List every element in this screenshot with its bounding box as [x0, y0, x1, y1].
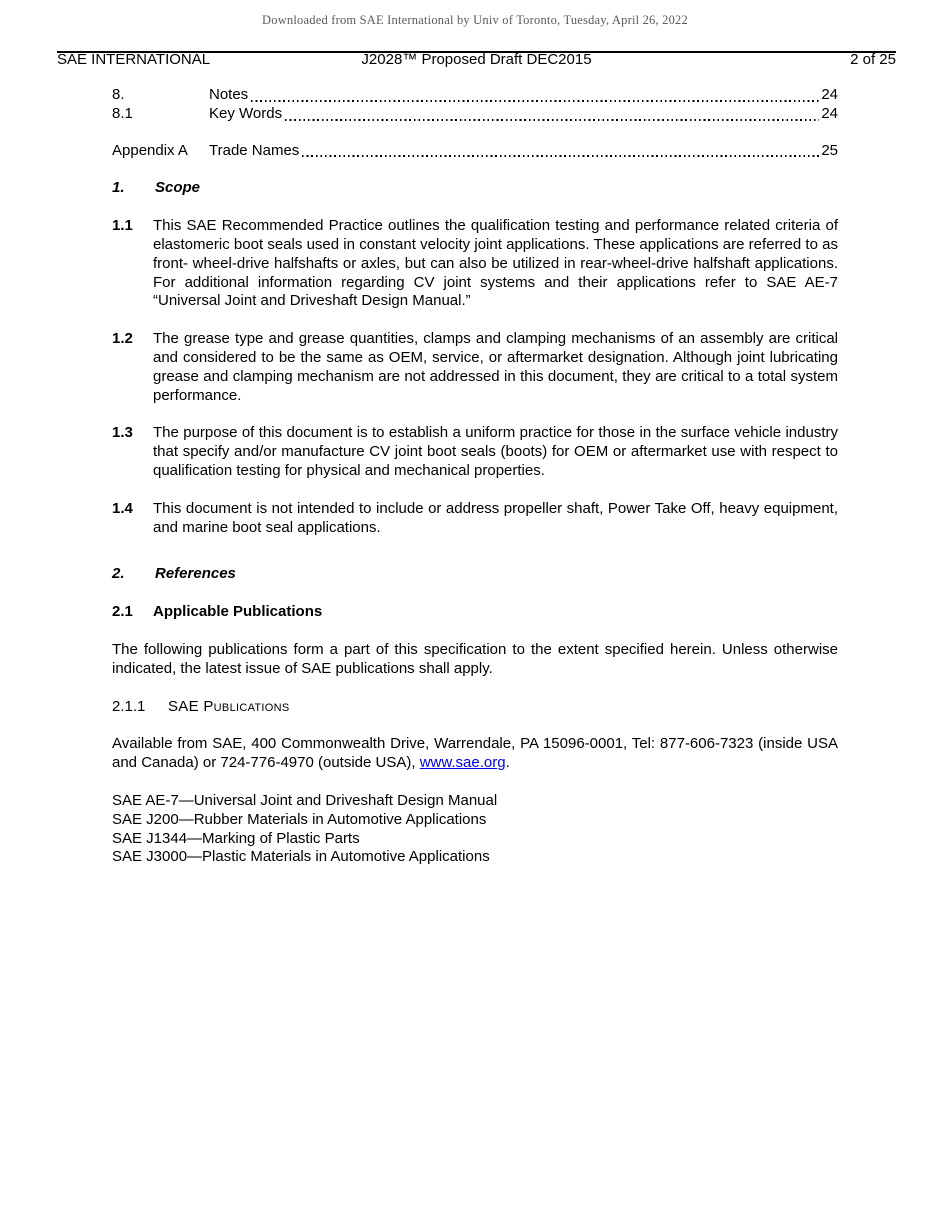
- section-title: Scope: [155, 179, 201, 197]
- toc-dot-leader: [285, 119, 819, 121]
- section-paragraph-1-4: [112, 500, 838, 538]
- toc-entry-label: Trade Names: [209, 141, 300, 159]
- toc-entry-number: 8.1: [112, 104, 133, 122]
- paragraph-number: 1.4: [112, 499, 133, 517]
- subsection-heading-sae-publications: [112, 698, 838, 717]
- sae-availability-paragraph: [112, 735, 838, 773]
- publication-item: SAE J3000—Plastic Materials in Automotive Applications: [112, 848, 490, 866]
- availability-text: Available from SAE, 400 Commonwealth Drive, Warrendale, PA 15096-0001, Tel: 877-606-7323 (inside USA and Canada) or 724-776-4970 (outside USA),: [112, 735, 838, 772]
- paragraph-text: The purpose of this document is to establish a uniform practice for those in the surface vehicle industry that specify and/or manufacture CV joint boot seals (boots) for OEM or aftermarket use with respect to qualification testing for physical and mechanical properties.: [153, 424, 838, 479]
- toc-entry-label: Notes: [209, 86, 249, 103]
- section-title: References: [155, 565, 236, 583]
- paragraph-number: 1.3: [112, 424, 133, 442]
- header-doc-title: J2028™ Proposed Draft DEC2015: [361, 51, 592, 68]
- paragraph-text: This SAE Recommended Practice outlines the qualification testing and performance related criteria of elastomeric boot seals used in constant velocity joint applications. These applications are referred to as front- wheel-drive halfshafts or axles, but can also be utilized in rear-wheel-drive halfshaft applications. For additional information regarding CV joint systems and their applications refer to SAE AE-7 “Universal Joint and Driveshaft Design Manual.”: [153, 217, 838, 310]
- toc-entry-label: Key Words: [209, 104, 283, 122]
- sae-website-link[interactable]: www.sae.org: [419, 754, 506, 772]
- toc-entry-page: 25: [821, 141, 838, 159]
- section-number: 2.: [112, 565, 125, 583]
- section-paragraph-1-3: [112, 424, 838, 480]
- header-page-indicator: 2 of 25: [850, 51, 896, 68]
- section-heading-scope: [112, 179, 838, 198]
- toc-dot-leader: [251, 100, 819, 102]
- header-org: SAE INTERNATIONAL: [57, 51, 211, 68]
- subsection-title: SAE Publications: [168, 697, 290, 715]
- publication-item: SAE J200—Rubber Materials in Automotive Applications: [112, 810, 487, 828]
- document-content: [112, 86, 838, 867]
- toc-entry-number: 8.: [112, 86, 125, 103]
- section-paragraph-1-1: [112, 217, 838, 311]
- section-heading-references: [112, 565, 838, 584]
- subsection-number: 2.1: [112, 603, 133, 621]
- sae-publications-list: [112, 792, 838, 867]
- toc-row: [112, 86, 838, 105]
- subsection-heading-applicable-publications: [112, 603, 838, 622]
- paragraph-number: 1.1: [112, 217, 133, 235]
- publication-item: SAE J1344—Marking of Plastic Parts: [112, 829, 360, 847]
- subsection-number: 2.1.1: [112, 697, 146, 715]
- toc-entry-page: 24: [821, 104, 838, 122]
- references-intro-paragraph: The following publications form a part of this specification to the extent specified herein. Unless otherwise indicated, the latest issue of SAE publications shall apply.: [112, 640, 838, 677]
- section-number: 1.: [112, 179, 125, 197]
- toc-row: [112, 142, 838, 161]
- toc-row: [112, 105, 838, 124]
- paragraph-text: This document is not intended to include or address propeller shaft, Power Take Off, heavy equipment, and marine boot seal applications.: [153, 499, 838, 536]
- section-paragraph-1-2: [112, 330, 838, 405]
- subsection-title: Applicable Publications: [153, 603, 323, 621]
- toc-dot-leader: [302, 155, 819, 157]
- availability-text-end: .: [505, 754, 510, 772]
- table-of-contents: [112, 86, 838, 160]
- download-watermark: Downloaded from SAE International by Univ of Toronto, Tuesday, April 26, 2022: [262, 13, 688, 27]
- paragraph-text: The grease type and grease quantities, clamps and clamping mechanisms of an assembly are critical and considered to be the same as OEM, service, or aftermarket designation. Although joint lubricating grease and clamping mechanism are not addressed in this document, they are critical to a total system performance.: [153, 330, 838, 404]
- toc-entry-page: 24: [821, 86, 838, 103]
- toc-entry-number: Appendix A: [112, 141, 188, 159]
- publication-item: SAE AE-7—Universal Joint and Driveshaft Design Manual: [112, 791, 498, 809]
- paragraph-number: 1.2: [112, 330, 133, 348]
